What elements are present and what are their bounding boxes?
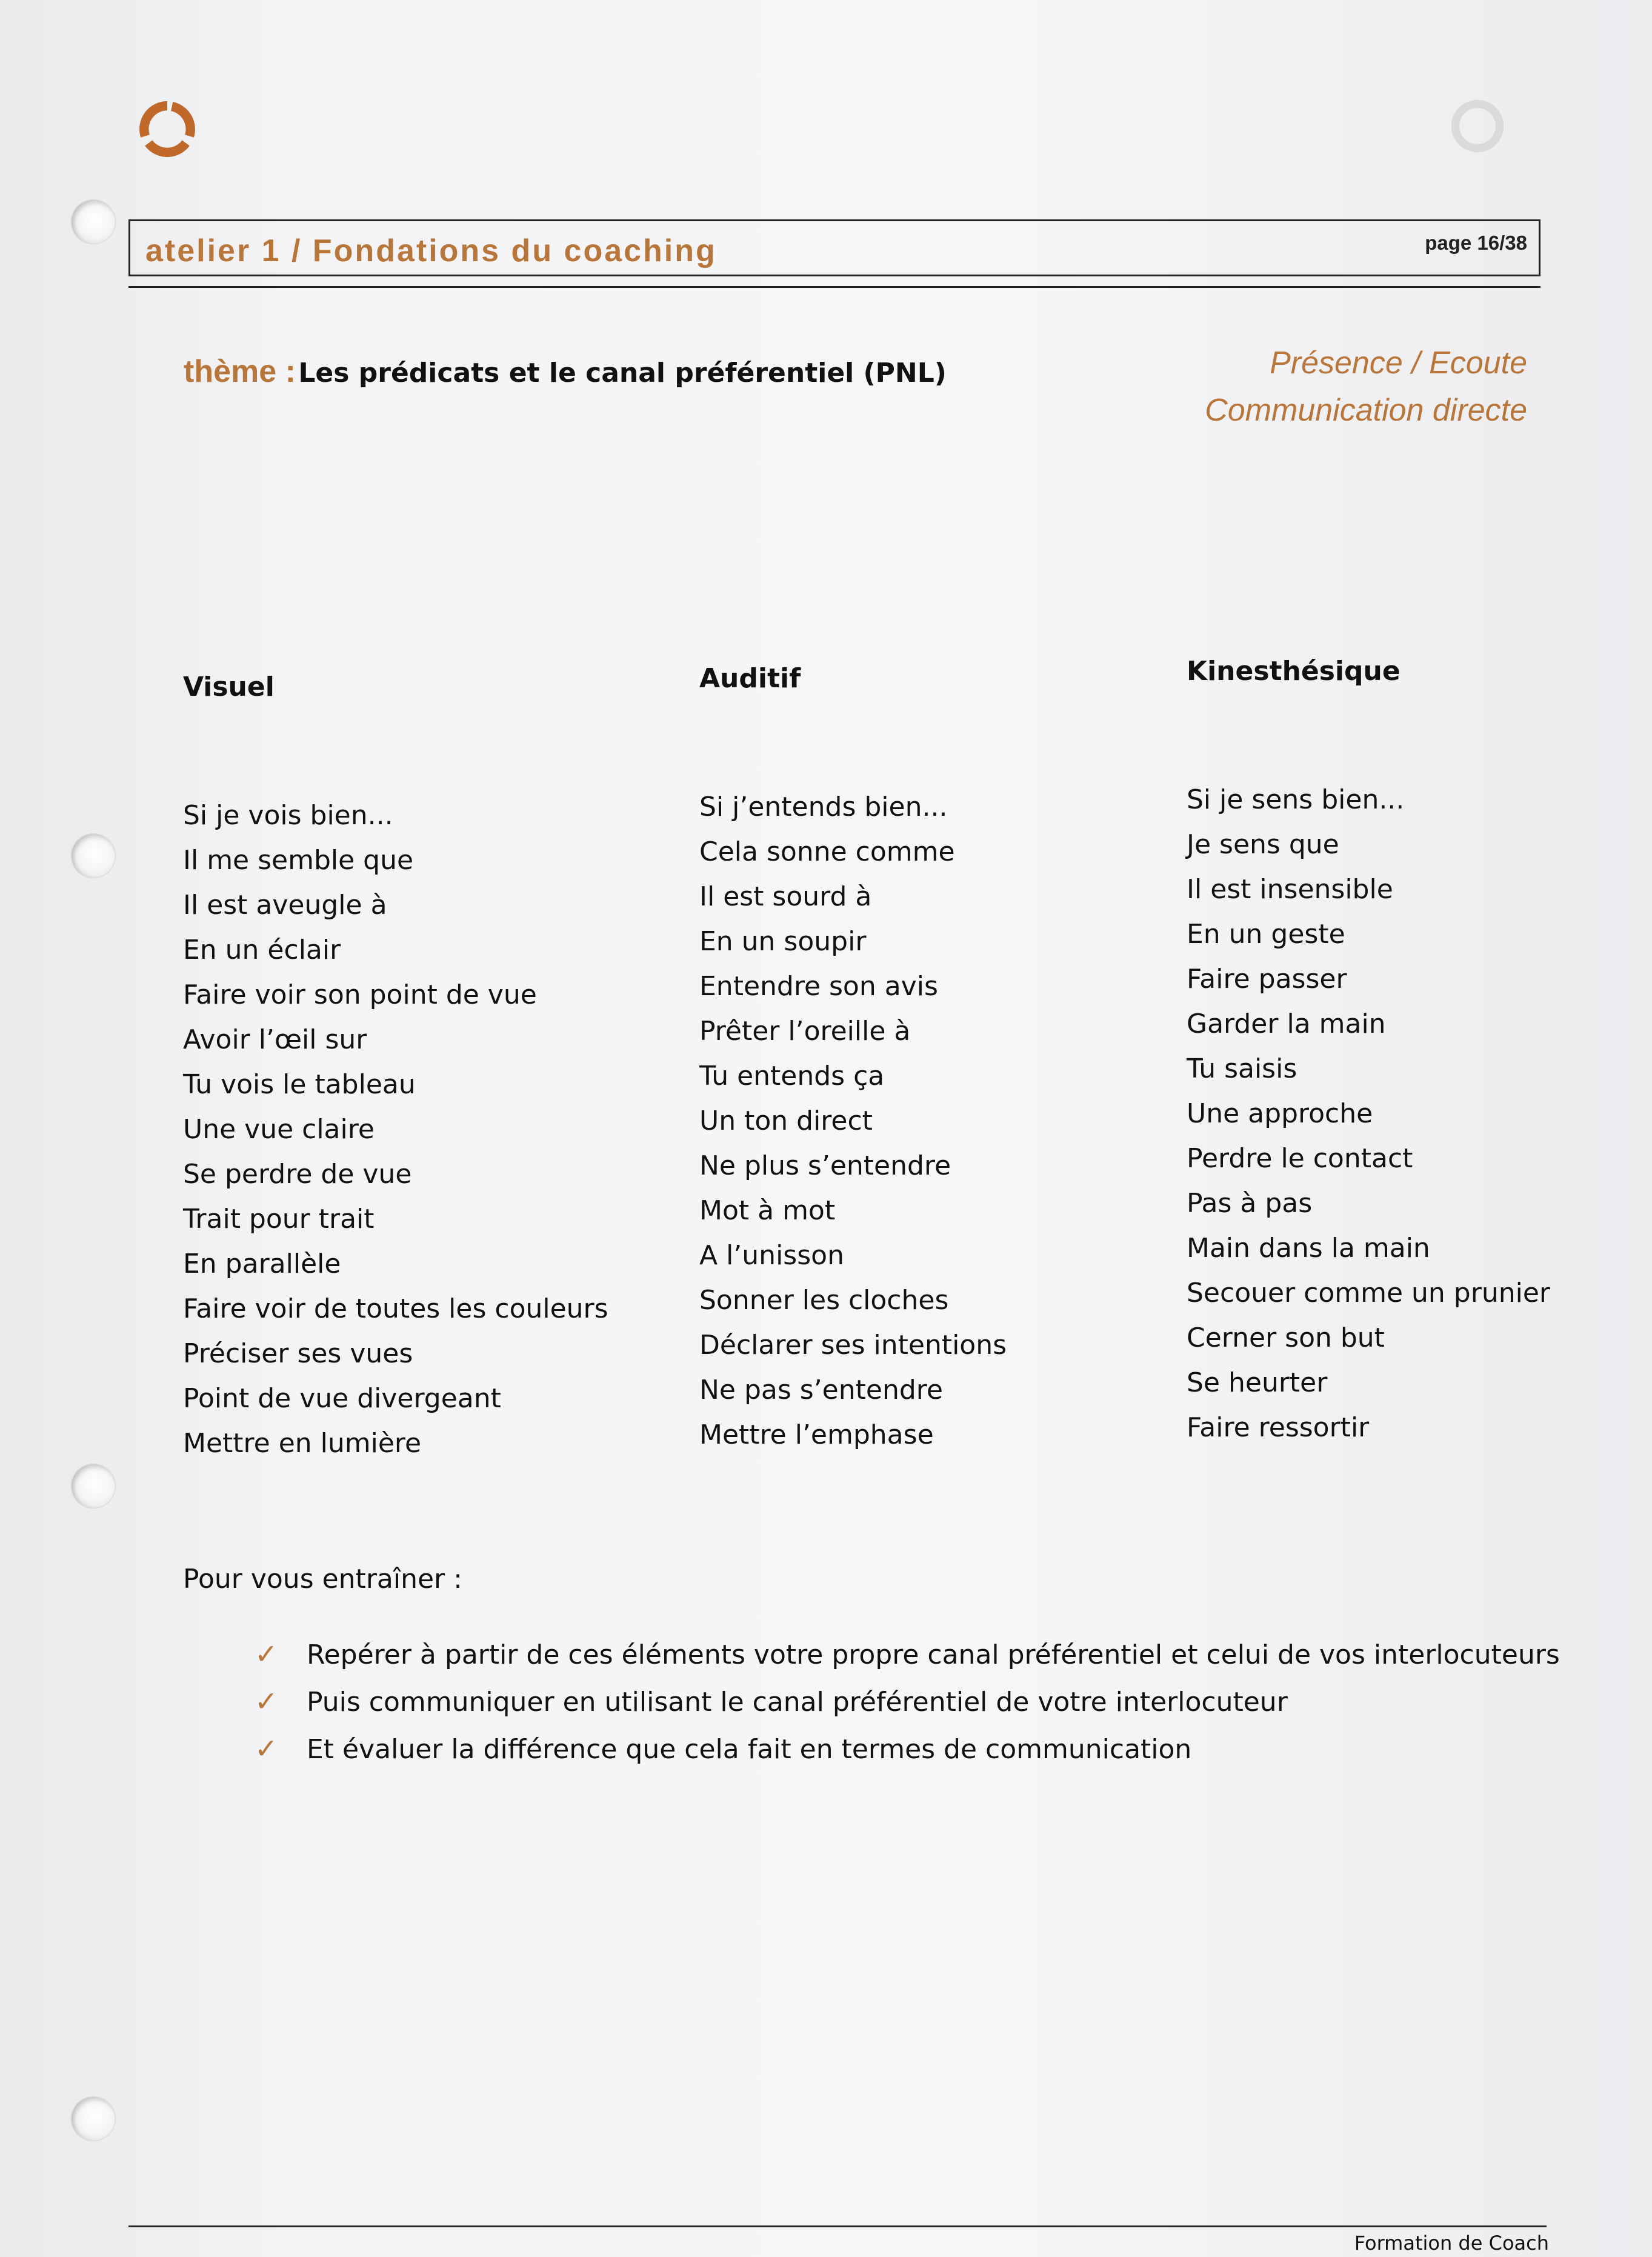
page-number: page 16/38 (1425, 232, 1527, 254)
list-item: Pas à pas (1187, 1188, 1313, 1219)
list-item: En un geste (1187, 919, 1345, 950)
column-kinesthesique (1187, 656, 1550, 1450)
checkmark-icon: ✓ (255, 1732, 278, 1765)
list-item: En un soupir (699, 926, 867, 957)
binder-hole-icon (72, 834, 115, 878)
list-item: Faire passer (1187, 964, 1347, 995)
predicate-list (1187, 778, 1550, 1450)
list-item: En parallèle (183, 1249, 341, 1279)
list-item: Une approche (1187, 1098, 1373, 1129)
checkmark-icon: ✓ (255, 1685, 278, 1718)
checklist-text: Repérer à partir de ces éléments votre propre canal préférentiel et celui de vos interlocuteurs (307, 1639, 1560, 1670)
predicate-list (699, 785, 1007, 1458)
list-item: Cerner son but (1187, 1322, 1385, 1353)
theme-tag: Présence / Ecoute (1270, 345, 1527, 381)
list-item: Je sens que (1187, 829, 1339, 860)
list-item: Prêter l’oreille à (699, 1016, 911, 1047)
list-item: Point de vue divergeant (183, 1383, 501, 1414)
column-title: Auditif (699, 663, 801, 694)
list-item: Ne plus s’entendre (699, 1150, 951, 1181)
list-item: Il est aveugle à (183, 890, 387, 921)
list-item: Si je sens bien... (1187, 784, 1405, 815)
list-item: Se perdre de vue (183, 1159, 412, 1190)
list-item: Se heurter (1187, 1367, 1328, 1398)
show-through-logo-icon (1448, 97, 1507, 155)
column-title: Kinesthésique (1187, 656, 1401, 687)
footer-text: Formation de Coach (1354, 2232, 1549, 2255)
list-item: A l’unisson (699, 1240, 844, 1271)
list-item: Si j’entends bien... (699, 792, 948, 822)
theme-tag: Communication directe (1205, 393, 1527, 428)
list-item: Mettre en lumière (183, 1428, 422, 1459)
column-auditif (699, 663, 1007, 1458)
list-item: Mettre l’emphase (699, 1419, 934, 1450)
list-item: Il est sourd à (699, 881, 872, 912)
column-title: Visuel (183, 672, 275, 702)
list-item: Main dans la main (1187, 1233, 1430, 1264)
list-item: Secouer comme un prunier (1187, 1278, 1550, 1309)
list-item: Déclarer ses intentions (699, 1330, 1007, 1361)
theme-label: thème : (184, 354, 296, 389)
list-item: Cela sonne comme (699, 836, 955, 867)
list-item: Garder la main (1187, 1008, 1386, 1039)
footer-rule (128, 2225, 1547, 2227)
exercise-checklist (255, 1630, 1560, 1772)
list-item: Faire voir son point de vue (183, 979, 537, 1010)
binder-hole-icon (72, 200, 115, 244)
list-item: Si je vois bien... (183, 800, 393, 831)
list-item: Ne pas s’entendre (699, 1375, 943, 1405)
list-item: En un éclair (183, 935, 341, 965)
list-item: Avoir l’œil sur (183, 1024, 367, 1055)
binder-hole-icon (72, 1464, 115, 1508)
list-item: Sonner les cloches (699, 1285, 949, 1316)
column-visuel (183, 672, 608, 1466)
theme-line (184, 353, 947, 390)
checklist-text: Puis communiquer en utilisant le canal préférentiel de votre interlocuteur (307, 1687, 1288, 1718)
checklist-item (255, 1725, 1560, 1772)
checklist-item (255, 1630, 1560, 1678)
circle-ring-logo-icon (138, 100, 196, 158)
list-item: Tu saisis (1187, 1053, 1297, 1084)
theme-title: Les prédicats et le canal préférentiel (PNL) (298, 358, 947, 388)
binder-hole-icon (72, 2097, 115, 2141)
list-item: Trait pour trait (183, 1204, 375, 1235)
list-item: Faire voir de toutes les couleurs (183, 1293, 608, 1324)
theme-tags (1205, 339, 1527, 434)
list-item: Entendre son avis (699, 971, 938, 1002)
list-item: Tu vois le tableau (183, 1069, 416, 1100)
exercise-title: Pour vous entraîner : (183, 1564, 462, 1595)
header-title: atelier 1 / Fondations du coaching (145, 233, 717, 268)
list-item: Il me semble que (183, 845, 414, 876)
list-item: Un ton direct (699, 1105, 873, 1136)
list-item: Tu entends ça (699, 1061, 885, 1092)
predicate-list (183, 793, 608, 1466)
list-item: Une vue claire (183, 1114, 375, 1145)
list-item: Perdre le contact (1187, 1143, 1413, 1174)
checklist-text: Et évaluer la différence que cela fait en termes de communication (307, 1734, 1192, 1765)
list-item: Préciser ses vues (183, 1338, 413, 1369)
checklist-item (255, 1678, 1560, 1725)
header-rule (128, 286, 1540, 288)
list-item: Mot à mot (699, 1195, 836, 1226)
list-item: Faire ressortir (1187, 1412, 1370, 1443)
checkmark-icon: ✓ (255, 1638, 278, 1670)
list-item: Il est insensible (1187, 874, 1393, 905)
